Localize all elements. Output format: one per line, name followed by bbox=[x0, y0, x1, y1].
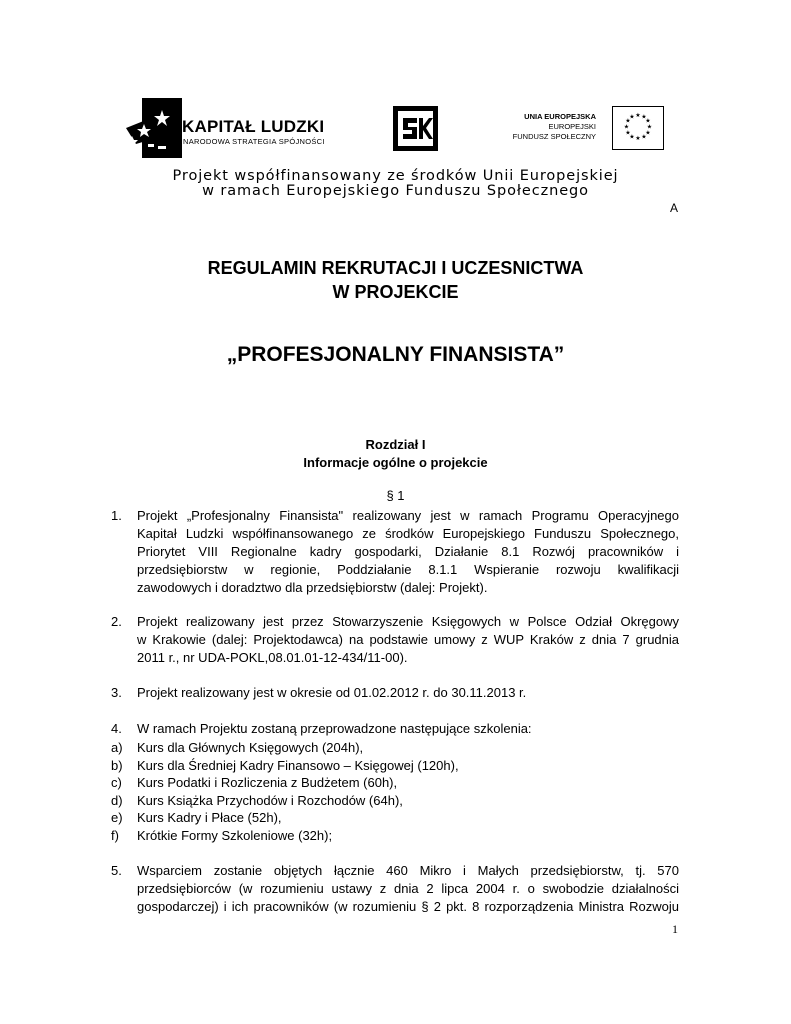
item-4-text: W ramach Projektu zostaną przeprowadzone następujące szkolenia: bbox=[137, 721, 532, 736]
funding-statement-line2: w ramach Europejskiego Funduszu Społecznego bbox=[202, 183, 589, 199]
text-line: Wsparciem zostanie objętych łącznie 460 Mikro i Małych przedsiębiorstw, tj. 570 bbox=[137, 863, 679, 878]
training-list-item: Kurs dla Średniej Kadry Finansowo – Księgowej (120h), bbox=[137, 757, 459, 773]
eu-label-line3: FUNDUSZ SPOŁECZNY bbox=[512, 132, 596, 141]
text-line: zawodowych i doradztwo dla przedsiębiorstw (dalej: Projekt). bbox=[137, 580, 488, 595]
training-list-item: Krótkie Formy Szkoleniowe (32h); bbox=[137, 827, 333, 843]
svg-text:★: ★ bbox=[625, 129, 631, 137]
list-letter: d) bbox=[111, 792, 123, 808]
document-title-line1: REGULAMIN REKRUTACJI I UCZESNICTWA bbox=[207, 258, 584, 278]
text-line: 2011 r., nr UDA-POKL,08.01.01-12-434/11-00). bbox=[137, 650, 408, 665]
svg-text:★: ★ bbox=[641, 113, 647, 121]
item-1-text bbox=[137, 507, 679, 597]
item-number: 5. bbox=[111, 863, 122, 878]
project-name: „PROFESJONALNY FINANSISTA” bbox=[226, 343, 565, 366]
kapital-ludzki-title: KAPITAŁ LUDZKI bbox=[182, 117, 325, 136]
text-line: Projekt realizowany jest przez Stowarzyszenie Księgowych w Polsce Odział Okręgowy bbox=[137, 614, 679, 629]
chapter-label: Rozdział I bbox=[365, 437, 426, 452]
page-number: 1 bbox=[672, 922, 678, 936]
svg-text:★: ★ bbox=[629, 133, 635, 141]
training-list-item: Kurs Kadry i Płace (52h), bbox=[137, 810, 282, 825]
eu-label-line2: EUROPEJSKI bbox=[548, 122, 596, 131]
svg-text:★: ★ bbox=[635, 135, 641, 142]
item-2-text bbox=[137, 613, 679, 667]
training-list-item: Kurs Podatki i Rozliczenia z Budżetem (60h), bbox=[137, 775, 398, 790]
kapital-ludzki-logo bbox=[122, 98, 184, 160]
item-number: 2. bbox=[111, 614, 122, 629]
text-line: przedsiębiorców (w rozumieniu ustawy z dnia 2 lipca 2004 r. o swobodzie działalności bbox=[137, 881, 679, 896]
document-title-line2: W PROJEKCIE bbox=[332, 282, 459, 302]
text-line: Priorytet VIII Regionalne kadry gospodarki, Działanie 8.1 Rozwój pracowników i bbox=[137, 544, 679, 559]
list-letter: b) bbox=[111, 757, 123, 773]
item-number: 3. bbox=[111, 685, 122, 700]
svg-text:★: ★ bbox=[625, 117, 631, 125]
training-list-item: Kurs dla Głównych Księgowych (204h), bbox=[137, 740, 364, 755]
svg-text:★: ★ bbox=[645, 129, 651, 137]
text-line: w Krakowie (dalej: Projektodawca) na podstawie umowy z WUP Kraków z dnia 7 grudnia bbox=[137, 632, 679, 647]
item-3-text: Projekt realizowany jest w okresie od 01.02.2012 r. do 30.11.2013 r. bbox=[137, 685, 527, 700]
paragraph-symbol: § 1 bbox=[386, 488, 405, 503]
eu-flag-icon bbox=[612, 106, 664, 150]
eu-label-line1: UNIA EUROPEJSKA bbox=[524, 112, 596, 121]
text-line: Kapitał Ludzki współfinansowanego ze środków Europejskiego Funduszu Społecznego, bbox=[137, 526, 679, 541]
text-line: Projekt „Profesjonalny Finansista" realizowany jest w ramach Programu Operacyjnego bbox=[137, 508, 679, 523]
training-list-item: Kurs Książka Przychodów i Rozchodów (64h), bbox=[137, 792, 403, 808]
list-letter: c) bbox=[111, 775, 122, 790]
funding-statement-line1: Projekt współfinansowany ze środków Unii Europejskiej bbox=[172, 168, 619, 184]
version-marker: A bbox=[670, 201, 679, 215]
sk-association-logo bbox=[393, 106, 438, 151]
text-line: gospodarczej) i ich pracowników (w rozumieniu § 2 pkt. 8 rozporządzenia Ministra Rozwoju bbox=[137, 899, 679, 914]
list-letter: e) bbox=[111, 810, 123, 825]
text-line: przedsiębiorstw w regionie, Poddziałanie 8.1.1 Wspieranie rozwoju kwalifikacji bbox=[137, 562, 679, 577]
item-5-text bbox=[137, 862, 679, 916]
kapital-ludzki-subtitle: NARODOWA STRATEGIA SPÓJNOŚCI bbox=[183, 137, 325, 146]
list-letter: f) bbox=[111, 827, 119, 843]
svg-text:★: ★ bbox=[623, 123, 630, 131]
svg-text:★: ★ bbox=[641, 133, 647, 141]
svg-text:★: ★ bbox=[646, 123, 653, 131]
svg-text:★: ★ bbox=[635, 112, 641, 119]
list-letter: a) bbox=[111, 740, 123, 755]
svg-text:★: ★ bbox=[645, 117, 651, 125]
svg-text:★: ★ bbox=[629, 113, 635, 121]
chapter-heading: Informacje ogólne o projekcie bbox=[303, 455, 488, 470]
eu-label bbox=[513, 112, 596, 142]
item-number: 1. bbox=[111, 508, 122, 523]
item-number: 4. bbox=[111, 721, 122, 736]
